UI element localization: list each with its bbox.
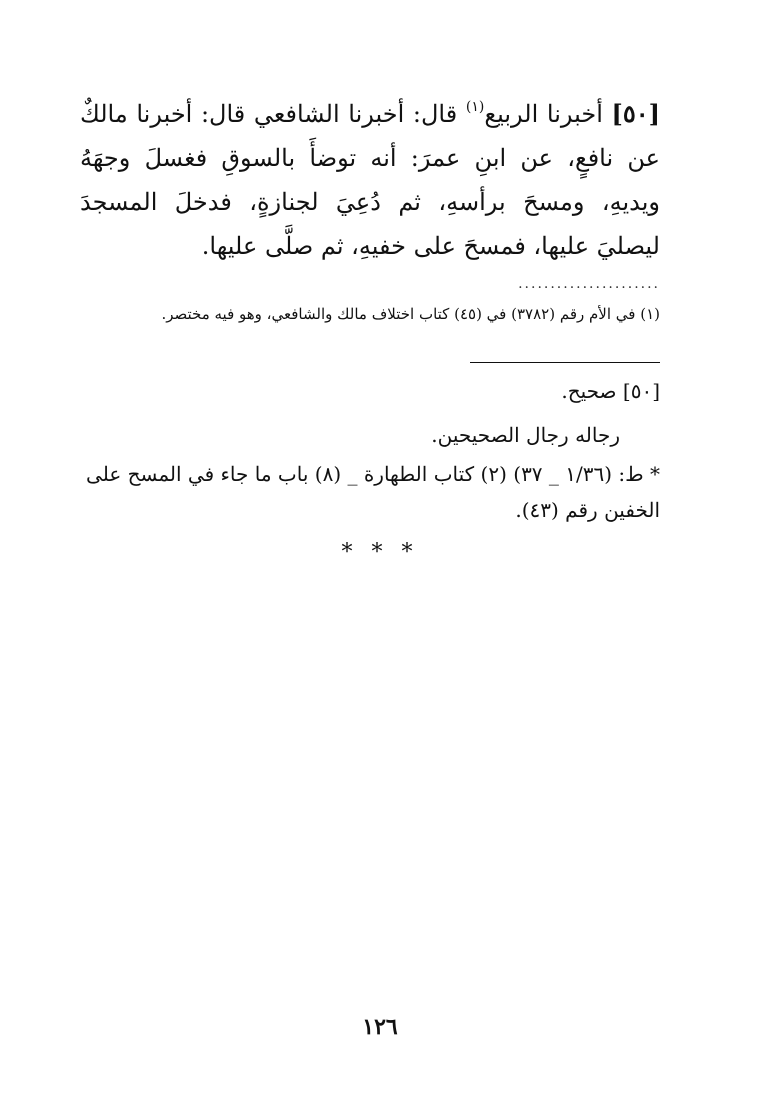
hadith-text-rest: قال: أخبرنا الشافعي قال: أخبرنا مالكٌ عن نافعٍ، عن ابنِ عمرَ: أنه توضأَ بالسوقِ فغسلَ وجهَهُ ويديهِ، ومسحَ برأسهِ، ثم دُعِيَ لجنازةٍ، فدخلَ المسجدَ ليصليَ عليها، فمسحَ على خفيهِ، ثم صلَّى عليها. <box>80 100 660 260</box>
page-number: ١٢٦ <box>362 1014 398 1040</box>
footnote-reference: (١) <box>465 99 485 115</box>
verification-heading: [٥٠] صحيح. <box>561 379 660 403</box>
hadith-number: [٥٠] <box>611 99 660 128</box>
hadith-paragraph <box>80 92 660 268</box>
section-divider <box>470 362 660 363</box>
footnote-text: (١) في الأم رقم (٣٧٨٢) في (٤٥) كتاب اختلاف مالك والشافعي، وهو فيه مختصر. <box>161 305 660 323</box>
verification-reference: * ط: (١/٣٦ _ ٣٧) (٢) كتاب الطهارة _ (٨) باب ما جاء في المسح على الخفين رقم (٤٣). <box>86 462 660 522</box>
hadith-text-start: أخبرنا الربيع <box>484 100 612 128</box>
verification-narrators: رجاله رجال الصحيحين. <box>431 423 620 447</box>
footnote-separator: ...................... <box>518 276 660 292</box>
section-end-stars: * * * <box>341 540 419 565</box>
